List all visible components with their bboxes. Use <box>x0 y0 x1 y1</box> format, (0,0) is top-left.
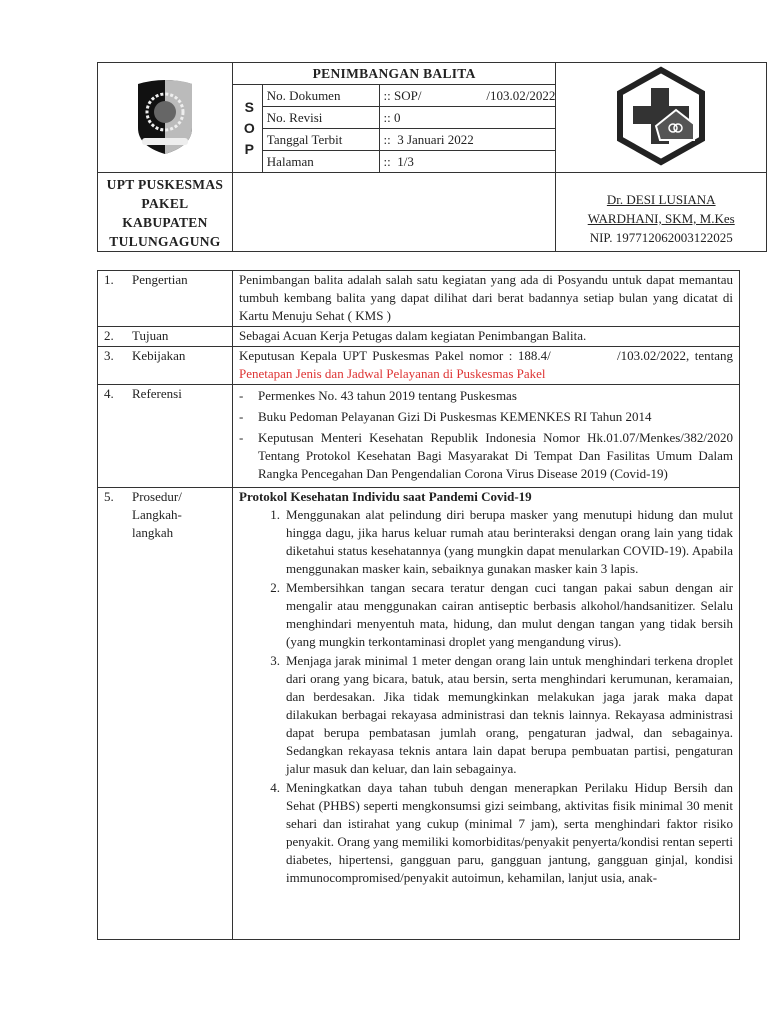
org-line: TULUNGAGUNG <box>109 234 221 249</box>
org-line: KABUPATEN <box>122 215 208 230</box>
document-title: PENIMBANGAN BALITA <box>232 63 556 85</box>
sop-letter: S <box>244 99 254 115</box>
section-row <box>98 271 740 327</box>
procedure-step: 2. Membersihkan tangan secara teratur dengan cuci tangan pakai sabun dengan air mengalir atau menggunakan cairan antiseptic berbasis alkohol/handsanitizer. Selalu menghindari menyentuh mata, hidung, dan mulut dengan tangan yang tidak bersih (yang mungkin terkontaminasi droplet yang mengandung virus). <box>270 580 733 649</box>
meta-value: :: 0 <box>379 107 556 129</box>
section-text: Keputusan Kepala UPT Puskesmas Pakel nomor : 188.4/ /103.02/2022, tentang <box>239 348 737 363</box>
section-number: 3. <box>104 348 114 363</box>
org-line: UPT PUSKESMAS <box>106 177 224 192</box>
meta-label: No. Revisi <box>262 107 379 129</box>
tulungagung-regency-emblem-icon <box>130 76 200 156</box>
procedure-steps <box>239 506 733 887</box>
section-row <box>98 385 740 488</box>
meta-value: :: 1/3 <box>379 151 556 173</box>
reference-text: Buku Pedoman Pelayanan Gizi Di Puskesmas KEMENKES RI Tahun 2014 <box>258 409 652 424</box>
puskesmas-logo-icon <box>616 66 706 166</box>
section-row <box>98 347 740 385</box>
reference-text: Permenkes No. 43 tahun 2019 tentang Puskesmas <box>258 388 517 403</box>
policy-title-highlight: Penetapan Jenis dan Jadwal Pelayanan di Puskesmas Pakel <box>239 366 546 381</box>
section-label: Tujuan <box>132 328 169 343</box>
reference-item: - Buku Pedoman Pelayanan Gizi Di Puskesmas KEMENKES RI Tahun 2014 <box>239 408 733 429</box>
procedure-heading: Protokol Kesehatan Individu saat Pandemi Covid-19 <box>239 489 532 504</box>
sop-label <box>232 85 262 173</box>
procedure-step: 4. Meningkatkan daya tahan tubuh dengan menerapkan Perilaku Hidup Bersih dan Sehat (PHBS) seperti mengkonsumsi gizi seimbang, aktivitas fisik minimal 30 menit sehari dan istirahat yang cukup (minimal 7 jam), serta menghindari faktor risiko penyakit. Orang yang memiliki komorbiditas/penyakit penyerta/kondisi rentan seperti diabetes, hipertensi, gangguan paru, gangguan jantung, gangguan ginjal, kondisi immunocompromised/penyakit autoimun, kehamilan, lanjut usia, anak- <box>270 780 733 885</box>
sop-content-table <box>97 270 740 940</box>
meta-label: Halaman <box>262 151 379 173</box>
sop-letter: P <box>244 141 254 157</box>
signer-name-title: WARDHANI, SKM, M.Kes <box>587 211 735 226</box>
section-label: Kebijakan <box>132 348 186 363</box>
meta-value: :: 3 Januari 2022 <box>379 129 556 151</box>
section-label: Referensi <box>132 386 182 401</box>
puskesmas-logo-cell <box>556 63 767 173</box>
blank-cell <box>232 173 556 252</box>
organization-name <box>98 173 233 252</box>
procedure-step: 1. Menggunakan alat pelindung diri berupa masker yang menutupi hidung dan mulut hingga dagu, jika harus keluar rumah atau berinteraksi dengan orang lain yang tidak diketahui status kesehatannya (yang mungkin dapat menularkan COVID-19). Apabila menggunakan masker kain, sebaiknya gunakan masker kain 3 lapis. <box>270 507 733 576</box>
reference-text: Keputusan Menteri Kesehatan Republik Indonesia Nomor Hk.01.07/Menkes/382/2020 Tentang Protokol Kesehatan Bagi Masyarakat Di Tempat Dan Fasilitas Umum Dalam Rangka Pencegahan Dan Pengendalian Corona Virus Disease 2019 (Covid-19) <box>258 430 733 481</box>
section-row <box>98 327 740 347</box>
signer-nip: NIP. 197712062003122025 <box>589 230 733 245</box>
section-text: Sebagai Acuan Kerja Petugas dalam kegiatan Penimbangan Balita. <box>233 327 740 347</box>
section-number: 1. <box>104 272 114 287</box>
section-label: Pengertian <box>132 272 188 287</box>
reference-item: - Keputusan Menteri Kesehatan Republik Indonesia Nomor Hk.01.07/Menkes/382/2020 Tentang Protokol Kesehatan Bagi Masyarakat Di Tempat Dan Fasilitas Umum Dalam Rangka Pencegahan Dan Pengendalian Corona Virus Disease 2019 (Covid-19) <box>239 430 733 481</box>
section-number: 2. <box>104 328 114 343</box>
section-label: Prosedur/ Langkah- langkah <box>132 489 182 540</box>
org-line: PAKEL <box>141 196 189 211</box>
regency-logo-cell <box>98 63 233 173</box>
sop-header-table <box>97 62 767 252</box>
section-number: 4. <box>104 386 114 401</box>
section-number: 5. <box>104 489 114 504</box>
meta-value: :: SOP/ /103.02/2022 <box>379 85 556 107</box>
signature-block <box>556 173 767 252</box>
section-text: Penimbangan balita adalah salah satu kegiatan yang ada di Posyandu untuk dapat memantau tumbuh kembang balita yang dapat dilihat dari berat badannya setiap bulan yang dicatat di Kartu Menuju Sehat ( KMS ) <box>233 271 740 327</box>
sop-letter: O <box>243 120 255 136</box>
section-row <box>98 488 740 940</box>
meta-label: No. Dokumen <box>262 85 379 107</box>
procedure-step: 3. Menjaga jarak minimal 1 meter dengan orang lain untuk menghindari terkena droplet dari orang yang bicara, batuk, atau bersin, serta menghindari kerumunan, keramaian, dan berdesakan. Jika tidak memungkinkan melakukan jaga jarak maka dapat dilakukan berbagai rekayasa administrasi dan teknis lainnya. Rekayasa administrasi dapat berupa pembatasan jumlah orang, pengaturan jadwal, dan sebagainya. Sedangkan rekayasa teknis antara lain dapat berupa pembuatan partisi, pengaturan jalur masuk dan keluar, dan lain sebagainya. <box>270 653 733 776</box>
signer-name: Dr. DESI LUSIANA <box>606 192 716 207</box>
meta-label: Tanggal Terbit <box>262 129 379 151</box>
reference-item: - Permenkes No. 43 tahun 2019 tentang Puskesmas <box>239 387 733 408</box>
